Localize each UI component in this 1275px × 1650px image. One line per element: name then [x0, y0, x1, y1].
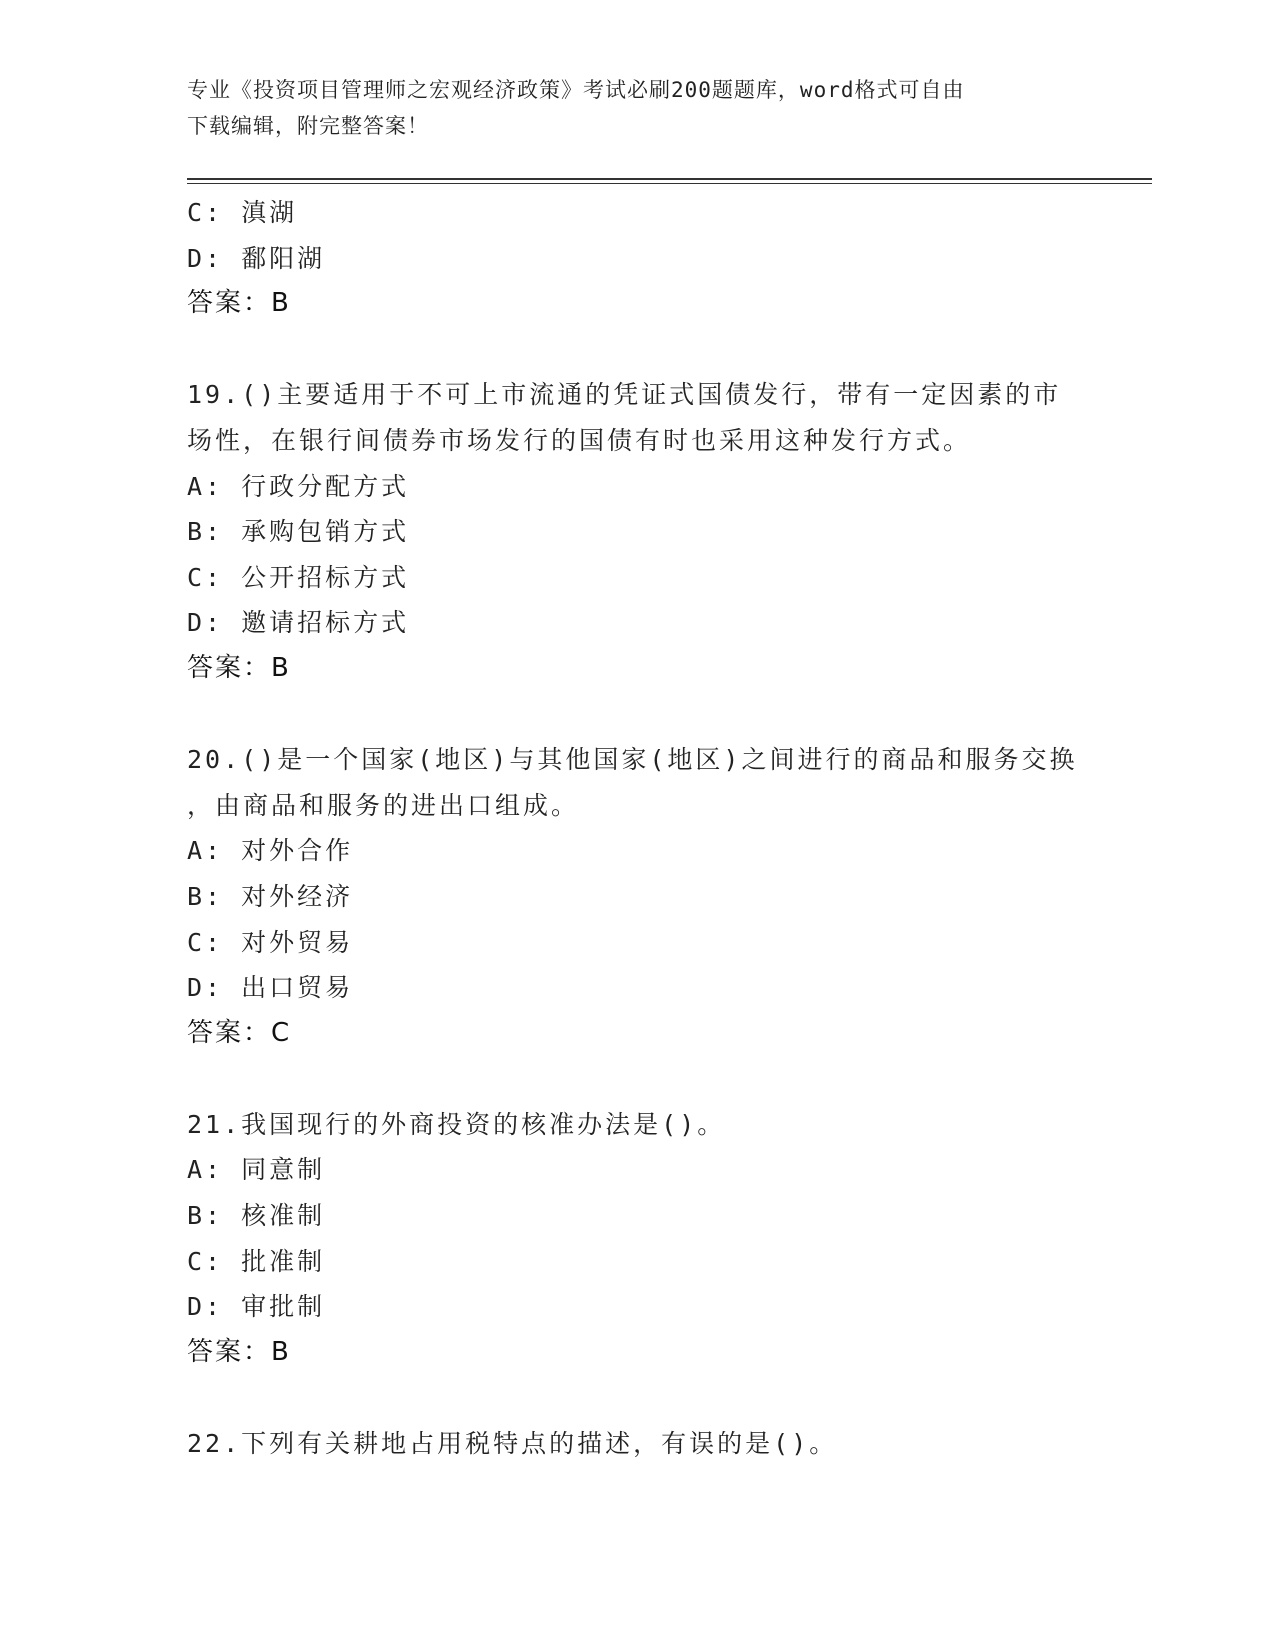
spacer: [187, 692, 1087, 738]
answer-line: 答案：B: [187, 288, 291, 319]
question-19-option-b: B: 承购包销方式: [187, 517, 410, 547]
question-20-option-c: C: 对外贸易: [187, 927, 354, 957]
header-divider-thick: [187, 178, 1152, 180]
question-21-option-d: D: 审批制: [187, 1292, 326, 1322]
spacer: [187, 1056, 1087, 1102]
option-c: C: 滇湖: [187, 198, 298, 227]
question-20-text-line-1: 20.()是一个国家(地区)与其他国家(地区)之间进行的商品和服务交换: [187, 745, 1078, 775]
question-19-option-a: A: 行政分配方式: [187, 471, 410, 501]
question-19-option-d: D: 邀请招标方式: [187, 608, 410, 638]
question-21-option-c: C: 批准制: [187, 1246, 326, 1276]
question-21-answer: 答案：B: [187, 1336, 291, 1367]
question-22: [187, 1421, 1087, 1467]
question-20-text-line-2: ，由商品和服务的进出口组成。: [187, 790, 580, 820]
document-body: [187, 190, 1087, 1467]
document-header: [187, 72, 1067, 144]
question-20: [187, 737, 1087, 1056]
question-21-option-a: A: 同意制: [187, 1155, 326, 1185]
question-21-text: 21.我国现行的外商投资的核准办法是()。: [187, 1109, 726, 1139]
question-21-option-b: B: 核准制: [187, 1201, 326, 1231]
question-19: [187, 372, 1087, 691]
header-divider-thin: [187, 183, 1152, 184]
question-20-option-a: A: 对外合作: [187, 836, 354, 866]
question-20-answer: 答案：C: [187, 1017, 292, 1048]
question-19-answer: 答案：B: [187, 652, 291, 683]
question-22-text: 22.下列有关耕地占用税特点的描述，有误的是()。: [187, 1429, 838, 1459]
question-19-text-line-2: 场性，在银行间债券市场发行的国债有时也采用这种发行方式。: [187, 425, 972, 455]
header-line-2: 下载编辑，附完整答案！: [187, 114, 429, 138]
question-21: [187, 1102, 1087, 1376]
question-19-option-c: C: 公开招标方式: [187, 562, 410, 592]
header-line-1: 专业《投资项目管理师之宏观经济政策》考试必刷200题题库，word格式可自由: [187, 78, 965, 102]
question-19-text-line-1: 19.()主要适用于不可上市流通的凭证式国债发行，带有一定因素的市: [187, 380, 1062, 410]
spacer: [187, 327, 1087, 373]
spacer: [187, 1375, 1087, 1421]
question-20-option-d: D: 出口贸易: [187, 973, 354, 1003]
question-20-option-b: B: 对外经济: [187, 881, 354, 911]
option-d: D: 鄱阳湖: [187, 243, 326, 273]
